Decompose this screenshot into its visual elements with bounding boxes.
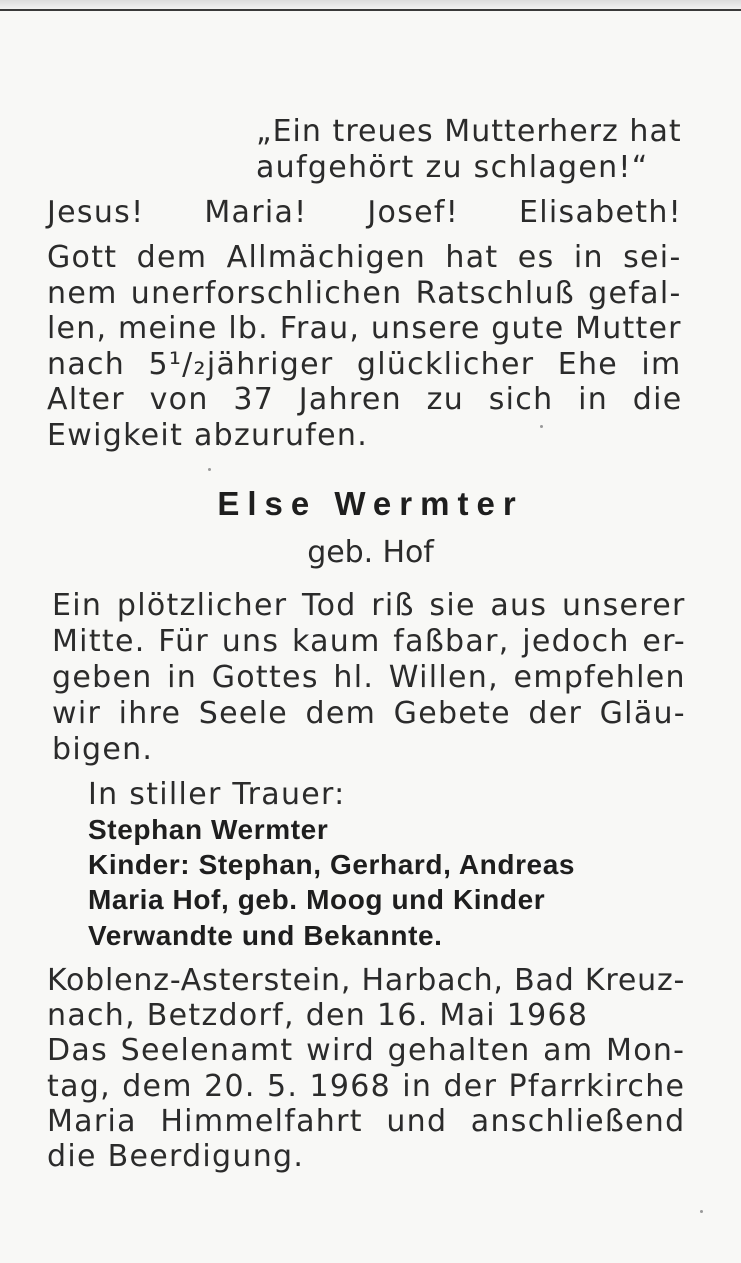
- paragraph-2-line-4: wir ihre Seele dem Gebete der Gläu-: [52, 696, 686, 731]
- invocation-line: [47, 195, 682, 231]
- invocation-josef: Josef!: [367, 195, 460, 230]
- paper-speck: [700, 1210, 703, 1213]
- mourner-line-2: Kinder: Stephan, Gerhard, Andreas: [88, 849, 576, 880]
- paragraph-1-line-4: nach 5¹/₂jähriger glücklicher Ehe im: [47, 347, 682, 382]
- invocation-jesus: Jesus!: [47, 195, 145, 230]
- invocation-maria: Maria!: [204, 195, 308, 230]
- closing-line-6: die Beerdigung.: [47, 1139, 305, 1174]
- closing-line-1: Koblenz-Asterstein, Harbach, Bad Kreuz-: [47, 963, 686, 998]
- closing-line-4: tag, dem 20. 5. 1968 in der Pfarrkirche: [47, 1069, 686, 1104]
- card-top-edge: [0, 0, 741, 11]
- closing-line-5: Maria Himmelfahrt und anschließend: [47, 1104, 686, 1139]
- quote-line-1: „Ein treues Mutterherz hat: [256, 114, 682, 149]
- paragraph-1-line-5: Alter von 37 Jahren zu sich in die: [47, 382, 683, 417]
- mourner-line-1: Stephan Wermter: [88, 814, 329, 845]
- deceased-name: Else Wermter: [217, 485, 524, 522]
- paragraph-2-line-2: Mitte. Für uns kaum faßbar, jedoch er-: [52, 624, 686, 659]
- paragraph-1-line-2: nem unerforschlichen Ratschluß gefal-: [47, 276, 682, 311]
- paper-speck: [540, 425, 543, 428]
- quote-line-2: aufgehört zu schlagen!“: [256, 150, 649, 185]
- invocation-elisabeth: Elisabeth!: [519, 195, 682, 230]
- mourner-line-4: Verwandte und Bekannte.: [88, 920, 443, 951]
- paragraph-2-line-1: Ein plötzlicher Tod riß sie aus unserer: [52, 588, 686, 623]
- paragraph-2-line-3: geben in Gottes hl. Willen, empfehlen: [52, 660, 686, 695]
- paragraph-2-line-5: bigen.: [52, 732, 154, 767]
- paper-speck: [208, 468, 211, 471]
- mourner-line-3: Maria Hof, geb. Moog und Kinder: [88, 884, 546, 915]
- paragraph-1-line-1: Gott dem Allmächigen hat es in sei-: [47, 240, 682, 275]
- deceased-maiden-name: geb. Hof: [307, 535, 434, 570]
- mourners-heading: In stiller Trauer:: [88, 777, 346, 812]
- paragraph-1-line-6: Ewigkeit abzurufen.: [47, 418, 369, 453]
- closing-line-3: Das Seelenamt wird gehalten am Mon-: [47, 1033, 686, 1068]
- paragraph-1-line-3: len, meine lb. Frau, unsere gute Mutter: [47, 311, 682, 346]
- closing-line-2: nach, Betzdorf, den 16. Mai 1968: [47, 998, 589, 1033]
